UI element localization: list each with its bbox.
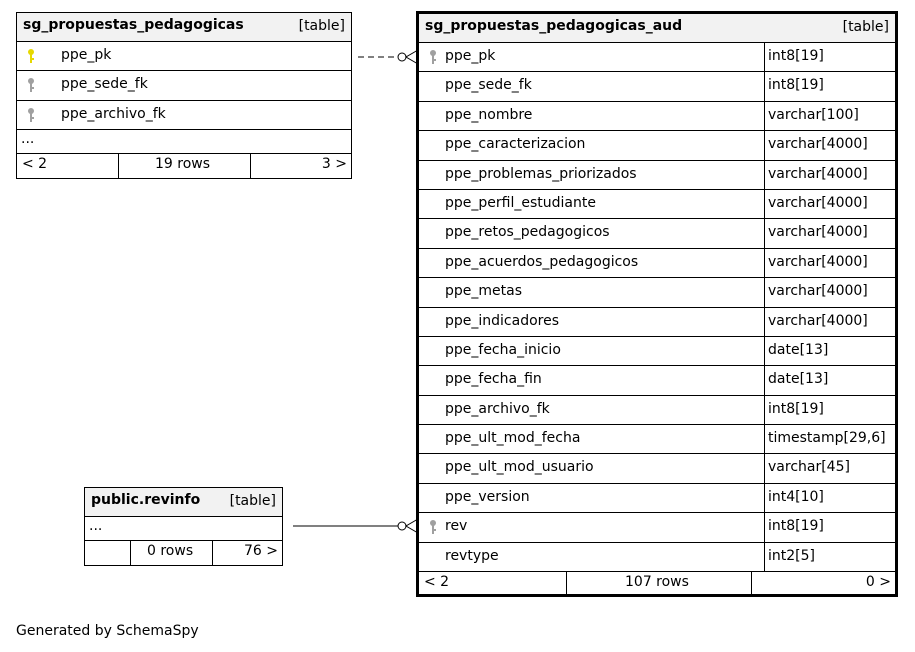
column-type: varchar[4000] [768, 283, 868, 300]
column-type: varchar[45] [768, 459, 850, 476]
row-count: 19 rows [155, 156, 211, 173]
column-row[interactable] [419, 337, 895, 366]
zero-or-many-marker [398, 53, 406, 61]
column-name: ppe_fecha_inicio [445, 341, 561, 358]
column-type: varchar[100] [768, 106, 859, 123]
column-name: ppe_fecha_fin [445, 371, 542, 388]
column-type: date[13] [768, 341, 829, 358]
column-name: ppe_retos_pedagogicos [445, 224, 610, 241]
column-row[interactable] [419, 543, 895, 572]
table-footer [85, 541, 282, 565]
column-type: int8[19] [768, 48, 824, 64]
table-type: [table] [842, 19, 889, 35]
column-type: date[13] [768, 371, 829, 388]
foreign-key-icon [427, 519, 439, 535]
foreign-key-icon [25, 107, 37, 123]
column-row[interactable] [419, 484, 895, 513]
column-row[interactable] [419, 278, 895, 307]
column-type: int8[19] [768, 518, 824, 535]
ellipsis-text: ... [21, 131, 35, 148]
column-name: ppe_caracterizacion [445, 136, 586, 153]
table-sg-propuestas-pedagogicas[interactable] [16, 12, 352, 179]
table-name: sg_propuestas_pedagogicas_aud [425, 18, 683, 34]
column-row[interactable] [419, 249, 895, 278]
column-name: ppe_ult_mod_fecha [445, 430, 581, 447]
column-row[interactable] [419, 190, 895, 219]
table-sg-propuestas-pedagogicas-aud[interactable] [416, 11, 898, 597]
column-row[interactable] [419, 454, 895, 483]
column-row[interactable] [419, 72, 895, 101]
column-type: int4[10] [768, 488, 824, 505]
column-row[interactable] [419, 396, 895, 425]
column-row[interactable] [419, 366, 895, 395]
row-count: 0 rows [147, 543, 194, 559]
column-name: ppe_ult_mod_usuario [445, 459, 594, 476]
column-type: timestamp[29,6] [768, 430, 886, 447]
column-name: ppe_version [445, 488, 530, 505]
column-row[interactable] [419, 219, 895, 248]
column-name: ppe_sede_fk [61, 76, 148, 93]
column-type: varchar[4000] [768, 165, 868, 182]
column-name: ppe_acuerdos_pedagogicos [445, 253, 639, 270]
column-name: ppe_indicadores [445, 312, 560, 329]
table-footer [419, 572, 895, 596]
more-columns [17, 130, 351, 154]
column-row[interactable] [419, 43, 895, 72]
next-link[interactable]: 0 > [865, 574, 891, 591]
column-row[interactable] [419, 513, 895, 542]
more-columns [85, 517, 282, 541]
column-name: ppe_problemas_priorizados [445, 165, 637, 182]
column-name: ppe_perfil_estudiante [445, 194, 596, 211]
column-name: ppe_pk [445, 48, 496, 64]
column-type: varchar[4000] [768, 224, 868, 241]
column-type: int8[19] [768, 400, 824, 417]
table-header [419, 14, 895, 43]
table-name: sg_propuestas_pedagogicas [23, 17, 244, 33]
column-row[interactable] [17, 71, 351, 100]
table-type: [table] [229, 493, 276, 509]
ellipsis-text: ... [89, 518, 103, 534]
column-name: ppe_metas [445, 283, 522, 300]
column-name: rev [445, 518, 468, 535]
table-header [17, 13, 351, 42]
table-public-revinfo[interactable] [84, 487, 283, 566]
prev-link[interactable]: < 2 [22, 156, 48, 173]
column-row[interactable] [17, 101, 351, 130]
column-type: int2[5] [768, 547, 815, 564]
prev-link[interactable]: < 2 [424, 574, 450, 591]
column-name: ppe_archivo_fk [445, 400, 550, 417]
column-row[interactable] [419, 161, 895, 190]
next-link[interactable]: 3 > [321, 156, 347, 173]
generated-by-label: Generated by SchemaSpy [16, 623, 199, 639]
foreign-key-icon [427, 49, 439, 65]
column-type: varchar[4000] [768, 253, 868, 270]
primary-key-icon [25, 48, 37, 64]
column-row[interactable] [17, 42, 351, 71]
zero-or-many-marker [398, 522, 406, 530]
column-name: ppe_pk [61, 47, 112, 63]
foreign-key-icon [25, 77, 37, 93]
table-name: public.revinfo [91, 492, 201, 508]
row-count: 107 rows [625, 574, 689, 591]
column-name: ppe_archivo_fk [61, 105, 166, 122]
column-name: ppe_sede_fk [445, 77, 532, 94]
column-row[interactable] [419, 102, 895, 131]
column-type: varchar[4000] [768, 136, 868, 153]
column-name: ppe_nombre [445, 106, 533, 123]
table-footer [17, 154, 351, 178]
column-type: varchar[4000] [768, 312, 868, 329]
table-type: [table] [298, 18, 345, 34]
next-link[interactable]: 76 > [244, 543, 278, 559]
column-row[interactable] [419, 131, 895, 160]
column-type: int8[19] [768, 77, 824, 94]
column-type: varchar[4000] [768, 194, 868, 211]
column-row[interactable] [419, 425, 895, 454]
table-header [85, 488, 282, 517]
column-name: revtype [445, 547, 499, 564]
column-row[interactable] [419, 308, 895, 337]
